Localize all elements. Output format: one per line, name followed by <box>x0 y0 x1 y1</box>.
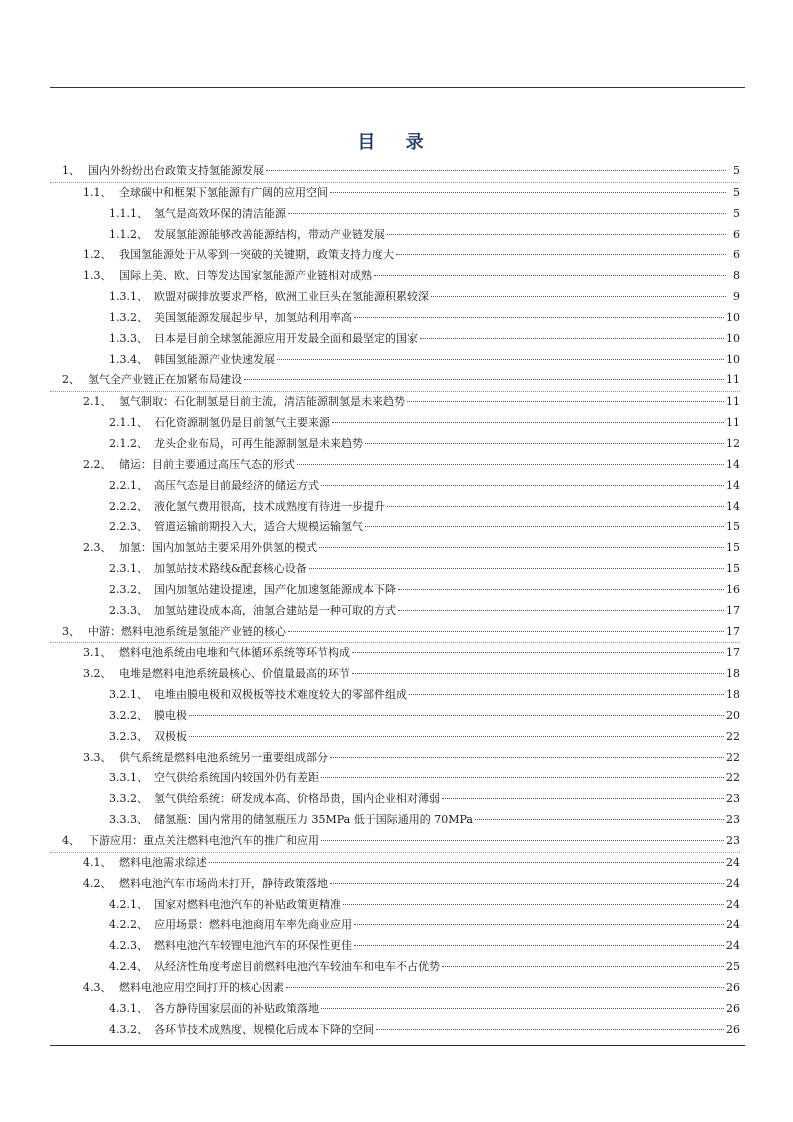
toc-entry[interactable] <box>50 1020 740 1041</box>
toc-entry[interactable] <box>50 601 740 622</box>
toc-dot-leader <box>442 798 724 799</box>
toc-dot-leader <box>407 401 724 402</box>
toc-entry-number: 3.2.2、 <box>109 708 148 722</box>
toc-dot-leader <box>330 192 726 193</box>
toc-entry[interactable] <box>50 853 740 874</box>
toc-dot-leader <box>330 883 724 884</box>
toc-dot-leader <box>288 213 726 214</box>
toc-entry-title[interactable]: 氢气制取：石化制氢是目前主流，清洁能源制氢是未来趋势 <box>119 395 405 409</box>
toc-page-number[interactable]: 6 <box>733 227 740 241</box>
toc-dot-leader <box>189 736 724 737</box>
toc-entry-number: 3.1、 <box>83 646 112 660</box>
toc-entry-title[interactable]: 发展氢能源能够改善能源结构，带动产业链发展 <box>154 227 385 241</box>
toc-entry-number: 1.3、 <box>83 269 112 283</box>
toc-dot-leader <box>209 862 724 863</box>
toc-entry-title[interactable]: 下游应用：重点关注燃料电池汽车的推广和应用 <box>88 834 319 847</box>
toc-entry-title[interactable]: 龙头企业布局，可再生能源制氢是未来趋势 <box>154 436 363 450</box>
toc-page-number[interactable]: 11 <box>726 416 740 430</box>
toc-dot-leader <box>352 652 724 653</box>
toc-dot-leader <box>387 234 726 235</box>
toc-dot-leader <box>431 296 726 297</box>
toc-entry-title[interactable]: 应用场景：燃料电池商用车率先商业应用 <box>154 918 352 932</box>
toc-page-number[interactable]: 26 <box>726 1022 740 1036</box>
toc-entry[interactable] <box>50 768 740 789</box>
toc-page-number[interactable]: 26 <box>726 980 740 994</box>
toc-entry-number: 4.3.2、 <box>109 1022 148 1036</box>
toc-entry-title[interactable]: 膜电极 <box>154 708 187 722</box>
toc-entry-title[interactable]: 日本是目前全球氢能源应用开发最全面和最坚定的国家 <box>154 331 418 345</box>
toc-entry-title[interactable]: 中游：燃料电池系统是氢能产业链的核心 <box>88 624 286 638</box>
toc-entry-number: 1.3.3、 <box>109 331 148 345</box>
toc-entry-title[interactable]: 双极板 <box>154 729 187 743</box>
toc-entry-number: 4、 <box>62 834 80 847</box>
toc-dot-leader <box>398 610 724 611</box>
toc-dot-leader <box>354 945 724 946</box>
toc-entry-number: 4.3.1、 <box>109 1001 148 1015</box>
toc-page-number[interactable]: 11 <box>726 395 740 409</box>
toc-entry[interactable] <box>50 538 740 559</box>
toc-entry-number: 1、 <box>62 164 80 177</box>
toc-entry[interactable] <box>50 706 740 727</box>
toc-entry[interactable] <box>50 329 740 350</box>
toc-page-number[interactable]: 14 <box>726 478 740 492</box>
toc-entry-title[interactable]: 储运：目前主要通过高压气态的形式 <box>119 457 295 471</box>
toc-entry[interactable] <box>50 245 740 266</box>
toc-page-number[interactable]: 25 <box>726 960 740 974</box>
toc-page-number[interactable]: 23 <box>726 792 740 806</box>
toc-entry-title[interactable]: 管道运输前期投入大，适合大规模运输氢气 <box>154 520 363 534</box>
toc-entry-title[interactable]: 欧盟对碳排放要求严格，欧洲工业巨头在氢能源积累较深 <box>154 290 429 304</box>
toc-page-number[interactable]: 22 <box>726 771 740 785</box>
toc-page-number[interactable]: 23 <box>726 813 740 827</box>
toc-entry-title[interactable]: 我国氢能源处于从零到一突破的关键期，政策支持力度大 <box>119 248 394 262</box>
toc-entry-title[interactable]: 电堆由膜电极和双极板等技术难度较大的零部件组成 <box>154 688 407 702</box>
toc-entry-number: 2.3.3、 <box>109 603 148 617</box>
toc-entry-title[interactable]: 供气系统是燃料电池系统另一重要组成部分 <box>119 750 328 764</box>
toc-entry-title[interactable]: 燃料电池汽车较锂电池汽车的环保性更佳 <box>154 939 352 953</box>
toc-entry[interactable] <box>50 915 740 936</box>
toc-entry-number: 1.2、 <box>83 248 112 262</box>
toc-entry-title[interactable]: 空气供给系统国内较国外仍有差距 <box>154 771 319 785</box>
toc-dot-leader <box>374 275 726 276</box>
toc-entry[interactable] <box>50 727 740 748</box>
toc-entry-number: 2.2.1、 <box>109 478 148 492</box>
toc-dot-leader <box>475 819 724 820</box>
toc-entry[interactable] <box>50 874 740 895</box>
toc-entry-title[interactable]: 各方静待国家层面的补贴政策落地 <box>154 1001 319 1015</box>
toc-entry-number: 2.1.2、 <box>109 436 148 450</box>
toc-entry[interactable] <box>50 455 740 476</box>
toc-entry-title[interactable]: 高压气态是目前最经济的储运方式 <box>154 478 319 492</box>
toc-entry[interactable] <box>50 183 740 204</box>
toc-page-number[interactable]: 5 <box>733 206 740 220</box>
toc-entry[interactable] <box>50 810 740 831</box>
toc-entry-title[interactable]: 石化资源制氢仍是目前氢气主要来源 <box>154 416 330 430</box>
toc-entry-number: 3、 <box>62 624 80 638</box>
toc-entry-number: 4.3、 <box>83 980 112 994</box>
header-rule <box>50 87 745 88</box>
toc-dot-leader <box>398 589 724 590</box>
toc-dot-leader <box>288 631 724 632</box>
toc-entry[interactable] <box>50 748 740 769</box>
toc-page-number[interactable]: 26 <box>726 1001 740 1015</box>
toc-entry-title[interactable]: 加氢：国内加氢站主要采用外供氢的模式 <box>119 541 317 555</box>
toc-entry[interactable] <box>50 999 740 1020</box>
toc-dot-leader <box>352 673 724 674</box>
toc-dot-leader <box>297 464 724 465</box>
toc-page-number[interactable]: 10 <box>726 310 740 324</box>
toc-page-number[interactable]: 12 <box>726 436 740 450</box>
toc-entry[interactable] <box>50 497 740 518</box>
toc-entry-title[interactable]: 燃料电池系统由电堆和气体循环系统等环节构成 <box>119 646 350 660</box>
toc-page-number[interactable]: 5 <box>733 164 740 177</box>
toc-page-number[interactable]: 15 <box>726 541 740 555</box>
toc-entry-title[interactable]: 加氢站技术路线&配套核心设备 <box>154 562 307 576</box>
toc-entry-number: 1.3.4、 <box>109 352 148 366</box>
toc-entry-title[interactable]: 加氢站建设成本高，油氢合建站是一种可取的方式 <box>154 603 396 617</box>
toc-page-number[interactable]: 17 <box>726 624 740 638</box>
toc-page-number[interactable]: 11 <box>726 373 740 387</box>
toc-dot-leader <box>277 359 724 360</box>
toc-page-number[interactable]: 10 <box>726 352 740 366</box>
toc-dot-leader <box>365 443 724 444</box>
toc-entry-number: 4.1、 <box>83 855 112 869</box>
toc-entry-title[interactable]: 国内外纷纷出台政策支持氢能源发展 <box>88 164 264 177</box>
toc-dot-leader <box>409 694 724 695</box>
toc-page-number[interactable]: 24 <box>726 918 740 932</box>
toc-entry-number: 3.2.1、 <box>109 688 148 702</box>
toc-dot-leader <box>332 422 724 423</box>
toc-dot-leader <box>343 904 724 905</box>
toc-entry-title[interactable]: 燃料电池汽车市场尚未打开，静待政策落地 <box>119 876 328 890</box>
toc-entry[interactable] <box>50 287 740 308</box>
toc-entry[interactable] <box>50 559 740 580</box>
toc-entry[interactable] <box>50 308 740 329</box>
toc-entry[interactable] <box>50 685 740 706</box>
toc-entry-number: 4.2.1、 <box>109 897 148 911</box>
toc-entry-title[interactable]: 国家对燃料电池汽车的补贴政策更精准 <box>154 897 341 911</box>
toc-entry-number: 2.2.3、 <box>109 520 148 534</box>
toc-page-number[interactable]: 22 <box>726 729 740 743</box>
toc-dot-leader <box>321 485 724 486</box>
toc-entry-number: 1.1.1、 <box>109 206 148 220</box>
footer-rule <box>50 1045 745 1046</box>
toc-entry[interactable] <box>50 831 740 853</box>
toc-entry-title[interactable]: 国际上美、欧、日等发达国家氢能源产业链相对成熟 <box>119 269 372 283</box>
toc-entry[interactable] <box>50 161 740 183</box>
toc-entry-title[interactable]: 各环节技术成熟度、规模化后成本下降的空间 <box>154 1022 374 1036</box>
toc-dot-leader <box>354 924 724 925</box>
toc-page-number[interactable]: 18 <box>726 688 740 702</box>
toc-dot-leader <box>396 254 726 255</box>
toc-entry[interactable] <box>50 895 740 916</box>
toc-entry[interactable] <box>50 204 740 225</box>
toc-page-number[interactable]: 22 <box>726 750 740 764</box>
toc-page-number[interactable]: 9 <box>733 290 740 304</box>
toc-entry-number: 2.2.2、 <box>109 499 148 513</box>
toc-dot-leader <box>244 379 724 380</box>
toc-dot-leader <box>330 757 724 758</box>
toc-entry[interactable] <box>50 413 740 434</box>
toc-entry-number: 2.3、 <box>83 541 112 555</box>
toc-page-number[interactable]: 15 <box>726 520 740 534</box>
toc-entry-number: 1.3.2、 <box>109 310 148 324</box>
toc-page-number[interactable]: 14 <box>726 457 740 471</box>
toc-page-number[interactable]: 15 <box>726 562 740 576</box>
toc-entry-title[interactable]: 氢气是高效环保的清洁能源 <box>154 206 286 220</box>
toc-entry[interactable] <box>50 580 740 601</box>
toc-page-number[interactable]: 20 <box>726 708 740 722</box>
toc-entry[interactable] <box>50 370 740 392</box>
toc-entry-number: 1.1.2、 <box>109 227 148 241</box>
toc-dot-leader <box>354 317 724 318</box>
toc-entry-number: 3.2、 <box>83 667 112 681</box>
toc-entry[interactable] <box>50 643 740 664</box>
toc-entry[interactable] <box>50 664 740 685</box>
toc-entry[interactable] <box>50 789 740 810</box>
toc-dot-leader <box>266 170 726 171</box>
toc-entry-number: 3.3.3、 <box>109 813 148 827</box>
toc-dot-leader <box>420 338 724 339</box>
toc-entry-number: 4.2、 <box>83 876 112 890</box>
toc-entry-number: 3.2.3、 <box>109 729 148 743</box>
toc-entry-title[interactable]: 电堆是燃料电池系统最核心、价值量最高的环节 <box>119 667 350 681</box>
toc-entry-title[interactable]: 燃料电池需求综述 <box>119 855 207 869</box>
toc-entry[interactable] <box>50 517 740 538</box>
toc-entry-number: 3.3.1、 <box>109 771 148 785</box>
toc-entry-title[interactable]: 美国氢能源发展起步早，加氢站利用率高 <box>154 310 352 324</box>
toc-entry-number: 2、 <box>62 373 80 387</box>
toc-page-number[interactable]: 24 <box>726 939 740 953</box>
toc-entry-number: 4.2.3、 <box>109 939 148 953</box>
toc-entry[interactable] <box>50 476 740 497</box>
toc-entry-number: 4.2.2、 <box>109 918 148 932</box>
toc-entry-title[interactable]: 储氢瓶：国内常用的储氢瓶压力 35MPa 低于国际通用的 70MPa <box>154 813 473 827</box>
toc-entry-number: 2.3.1、 <box>109 562 148 576</box>
toc-entry-number: 3.3、 <box>83 750 112 764</box>
toc-entry-title[interactable]: 液化氢气费用很高，技术成熟度有待进一步提升 <box>154 499 385 513</box>
toc-entry[interactable] <box>50 434 740 455</box>
page-title: 目 录 <box>357 132 436 153</box>
toc-page-number[interactable]: 24 <box>726 897 740 911</box>
toc-entry-title[interactable]: 氢气供给系统：研发成本高、价格昂贵，国内企业相对薄弱 <box>154 792 440 806</box>
toc-entry[interactable] <box>50 266 740 287</box>
toc-page-number[interactable]: 23 <box>726 834 740 847</box>
toc-dot-leader <box>286 987 724 988</box>
toc-entry-number: 3.3.2、 <box>109 792 148 806</box>
toc-page-number[interactable]: 24 <box>726 876 740 890</box>
toc-entry[interactable] <box>50 957 740 978</box>
toc-page-number[interactable]: 8 <box>733 269 740 283</box>
table-of-contents <box>50 161 740 1040</box>
toc-dot-leader <box>321 1008 724 1009</box>
toc-entry[interactable] <box>50 936 740 957</box>
toc-dot-leader <box>309 568 724 569</box>
toc-dot-leader <box>365 526 724 527</box>
toc-dot-leader <box>321 777 724 778</box>
toc-entry[interactable] <box>50 978 740 999</box>
toc-dot-leader <box>376 1029 724 1030</box>
toc-entry-number: 2.3.2、 <box>109 582 148 596</box>
toc-dot-leader <box>387 506 724 507</box>
toc-page-number[interactable]: 16 <box>726 582 740 596</box>
toc-entry-title[interactable]: 氢气全产业链正在加紧布局建设 <box>88 373 242 387</box>
toc-page-number[interactable]: 17 <box>726 603 740 617</box>
toc-page-number[interactable]: 14 <box>726 499 740 513</box>
toc-entry-title[interactable]: 国内加氢站建设提速，国产化加速氢能源成本下降 <box>154 582 396 596</box>
toc-entry[interactable] <box>50 350 740 371</box>
toc-page-number[interactable]: 24 <box>726 855 740 869</box>
toc-dot-leader <box>321 840 724 841</box>
toc-entry-number: 4.2.4、 <box>109 960 148 974</box>
toc-dot-leader <box>442 966 724 967</box>
toc-entry-number: 2.1、 <box>83 395 112 409</box>
toc-page-number[interactable]: 10 <box>726 331 740 345</box>
toc-entry-title[interactable]: 燃料电池应用空间打开的核心因素 <box>119 980 284 994</box>
toc-page-number[interactable]: 18 <box>726 667 740 681</box>
toc-entry[interactable] <box>50 392 740 413</box>
toc-page-number[interactable]: 6 <box>733 248 740 262</box>
toc-page-number[interactable]: 5 <box>733 185 740 199</box>
toc-dot-leader <box>189 715 724 716</box>
toc-entry[interactable] <box>50 622 740 644</box>
toc-entry-title[interactable]: 韩国氢能源产业快速发展 <box>154 352 275 366</box>
toc-entry[interactable] <box>50 225 740 246</box>
toc-page-number[interactable]: 17 <box>726 646 740 660</box>
toc-dot-leader <box>319 547 724 548</box>
toc-entry-number: 1.1、 <box>83 185 112 199</box>
toc-entry-number: 1.3.1、 <box>109 290 148 304</box>
toc-entry-number: 2.2、 <box>83 457 112 471</box>
toc-entry-title[interactable]: 全球碳中和框架下氢能源有广阔的应用空间 <box>119 185 328 199</box>
toc-entry-title[interactable]: 从经济性角度考虑目前燃料电池汽车较油车和电车不占优势 <box>154 960 440 974</box>
toc-entry-number: 2.1.1、 <box>109 416 148 430</box>
